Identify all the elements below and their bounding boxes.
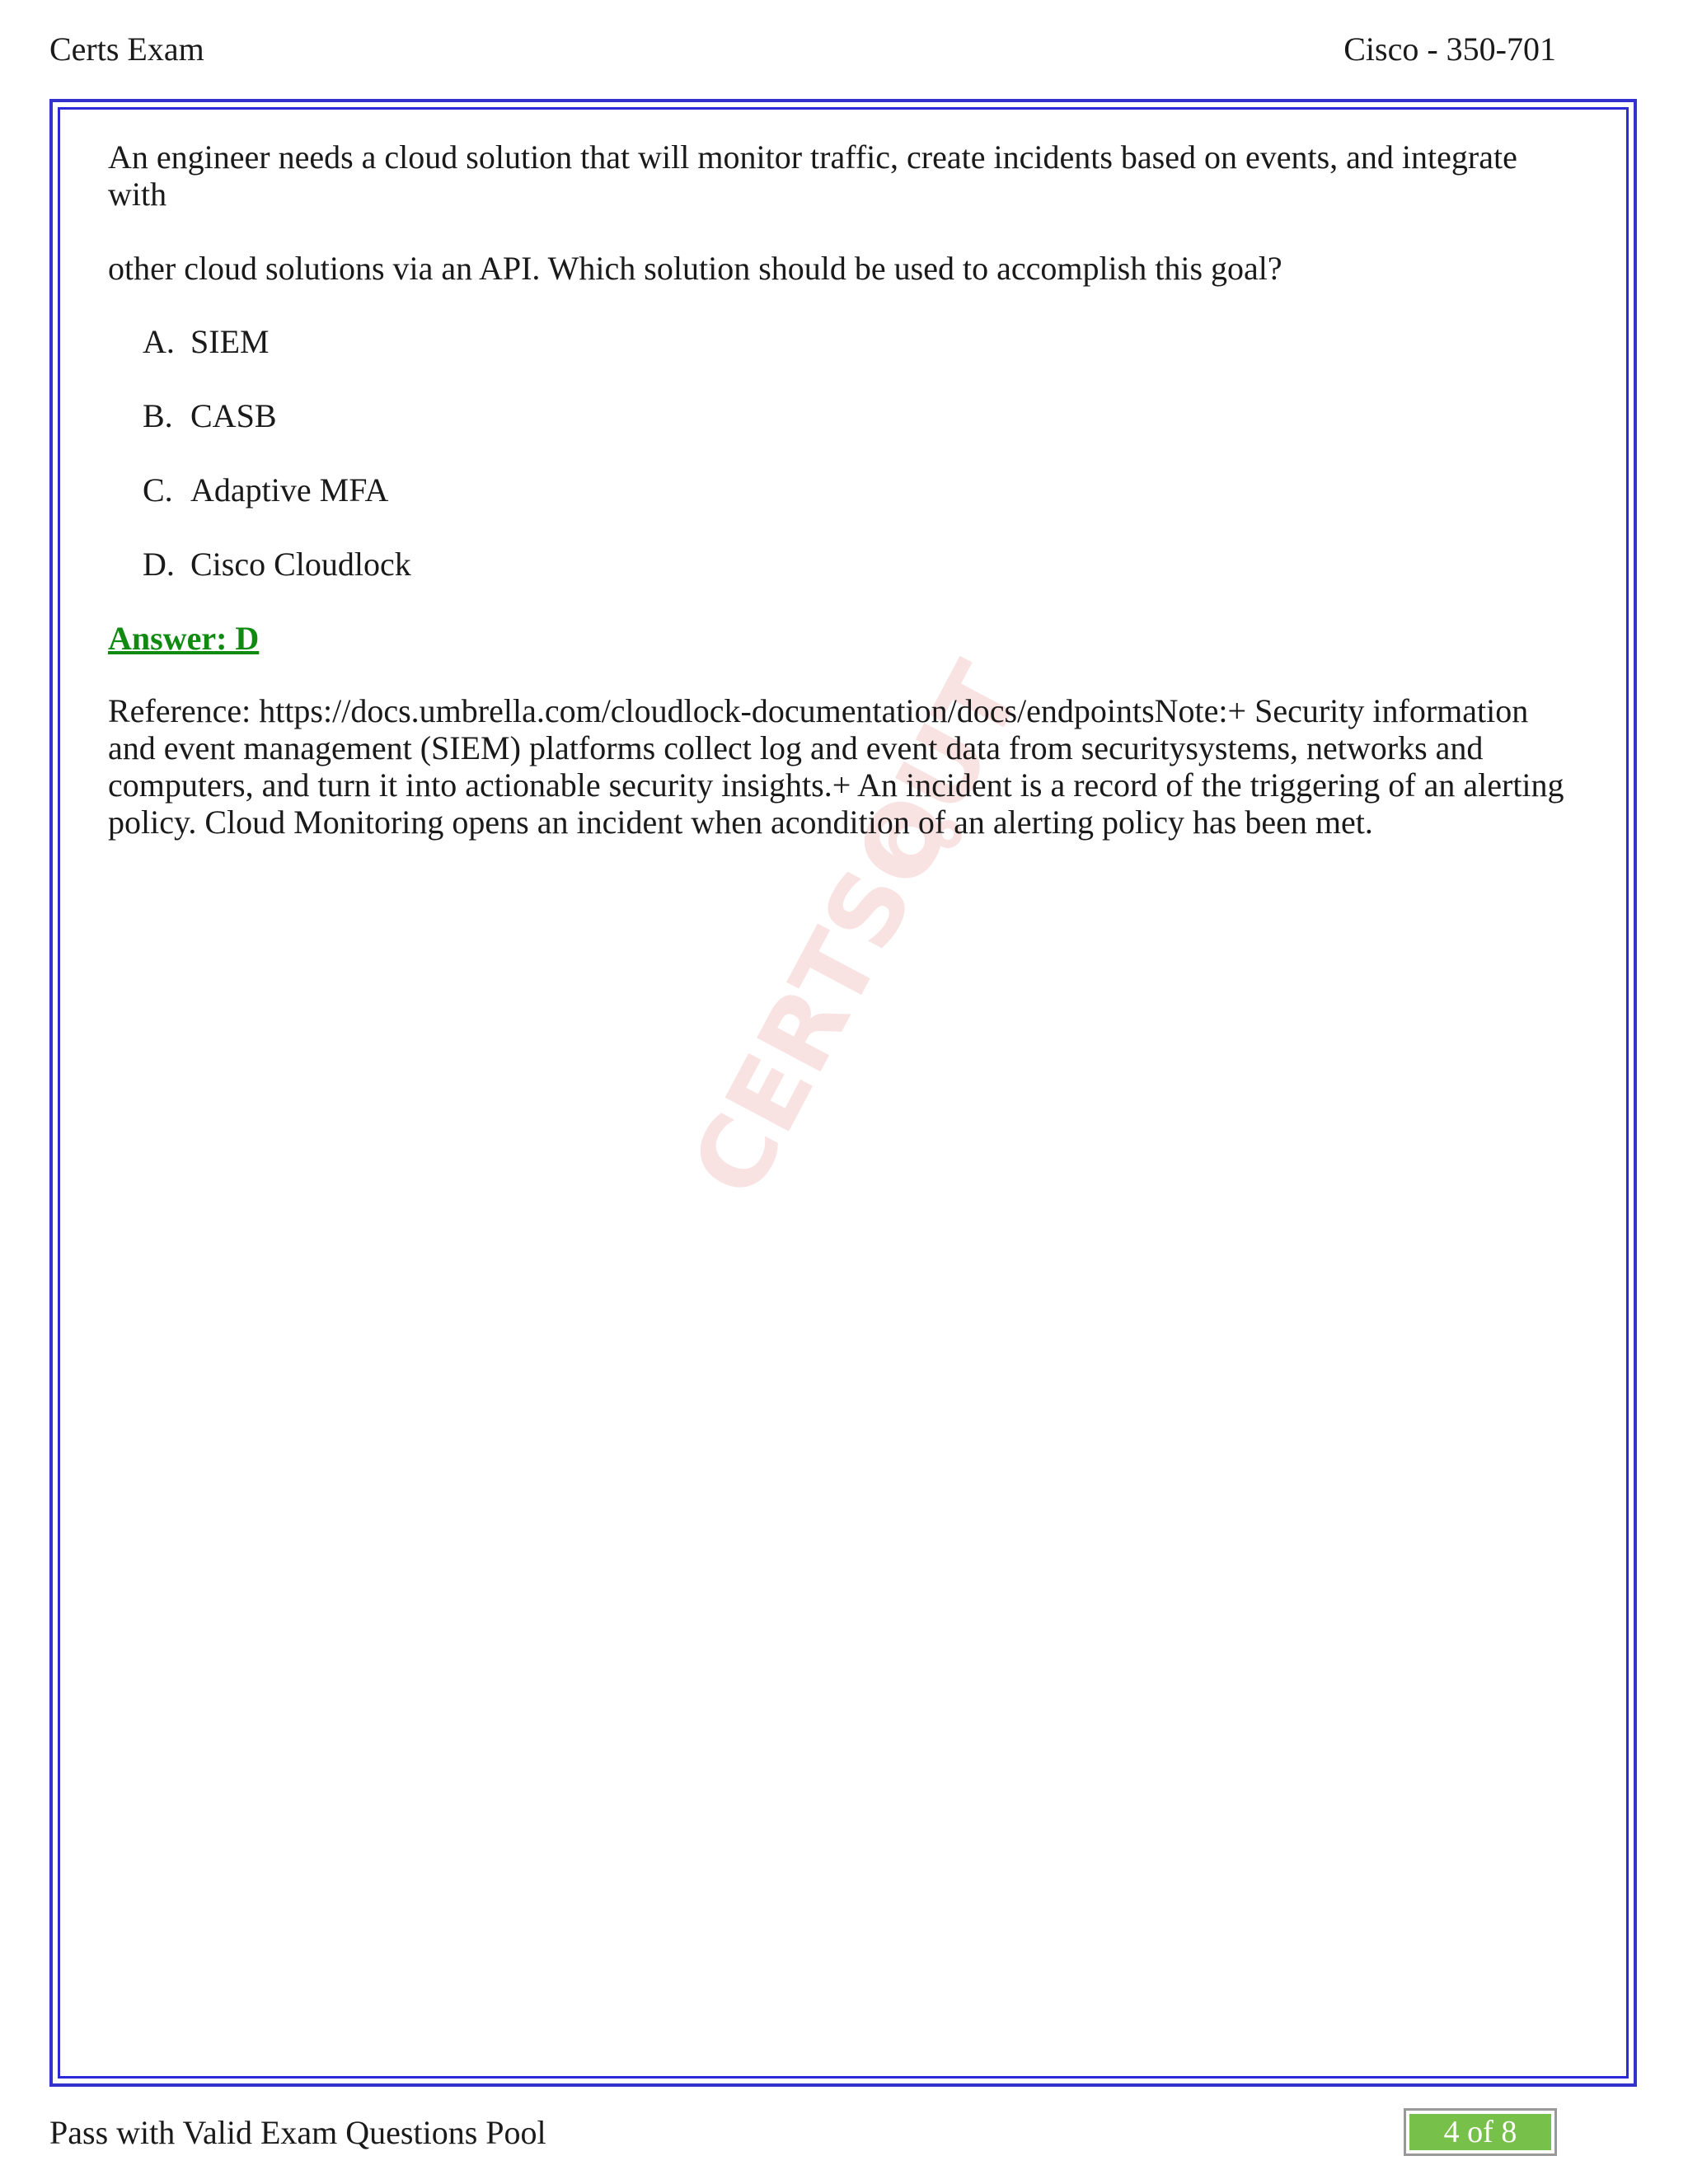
page-number: 4 of 8: [1409, 2114, 1551, 2150]
option-letter: C.: [143, 471, 173, 509]
option-letter: D.: [143, 546, 175, 583]
option-d: [143, 546, 1583, 583]
option-a: [143, 323, 1583, 360]
option-b: [143, 397, 1583, 434]
reference-text: Reference: https://docs.umbrella.com/cloudlock-documentation/docs/endpointsNote:+ Security information and event management (SIEM) platforms collect log and event data from securitysystems, networks and computers, and turn it into actionable security insights.+ An incident is a record of the triggering of an alerting policy. Cloud Monitoring opens an incident when acondition of an alerting policy has been met.: [108, 692, 1564, 841]
option-text: Adaptive MFA: [190, 471, 389, 509]
answer-label: Answer: D: [108, 620, 260, 657]
question-content: [108, 138, 1583, 841]
option-letter: A.: [143, 323, 175, 360]
footer-text: Pass with Valid Exam Questions Pool: [49, 2114, 546, 2151]
option-text: SIEM: [190, 323, 270, 360]
question-text-line-2: other cloud solutions via an API. Which solution should be used to accomplish this goal?: [108, 250, 1282, 287]
option-letter: B.: [143, 397, 173, 434]
question-text-line-1: An engineer needs a cloud solution that will monitor traffic, create incidents based on events, and integrate with: [108, 138, 1517, 213]
answer-options: [108, 323, 1583, 583]
watermark-text: CERTSOUT: [670, 646, 1045, 1215]
header-exam-code: Cisco - 350-701: [1343, 30, 1556, 68]
page-number-badge: [1404, 2108, 1557, 2156]
option-c: [143, 471, 1583, 509]
option-text: Cisco Cloudlock: [190, 546, 411, 583]
option-text: CASB: [190, 397, 277, 434]
header-title: Certs Exam: [49, 30, 204, 68]
